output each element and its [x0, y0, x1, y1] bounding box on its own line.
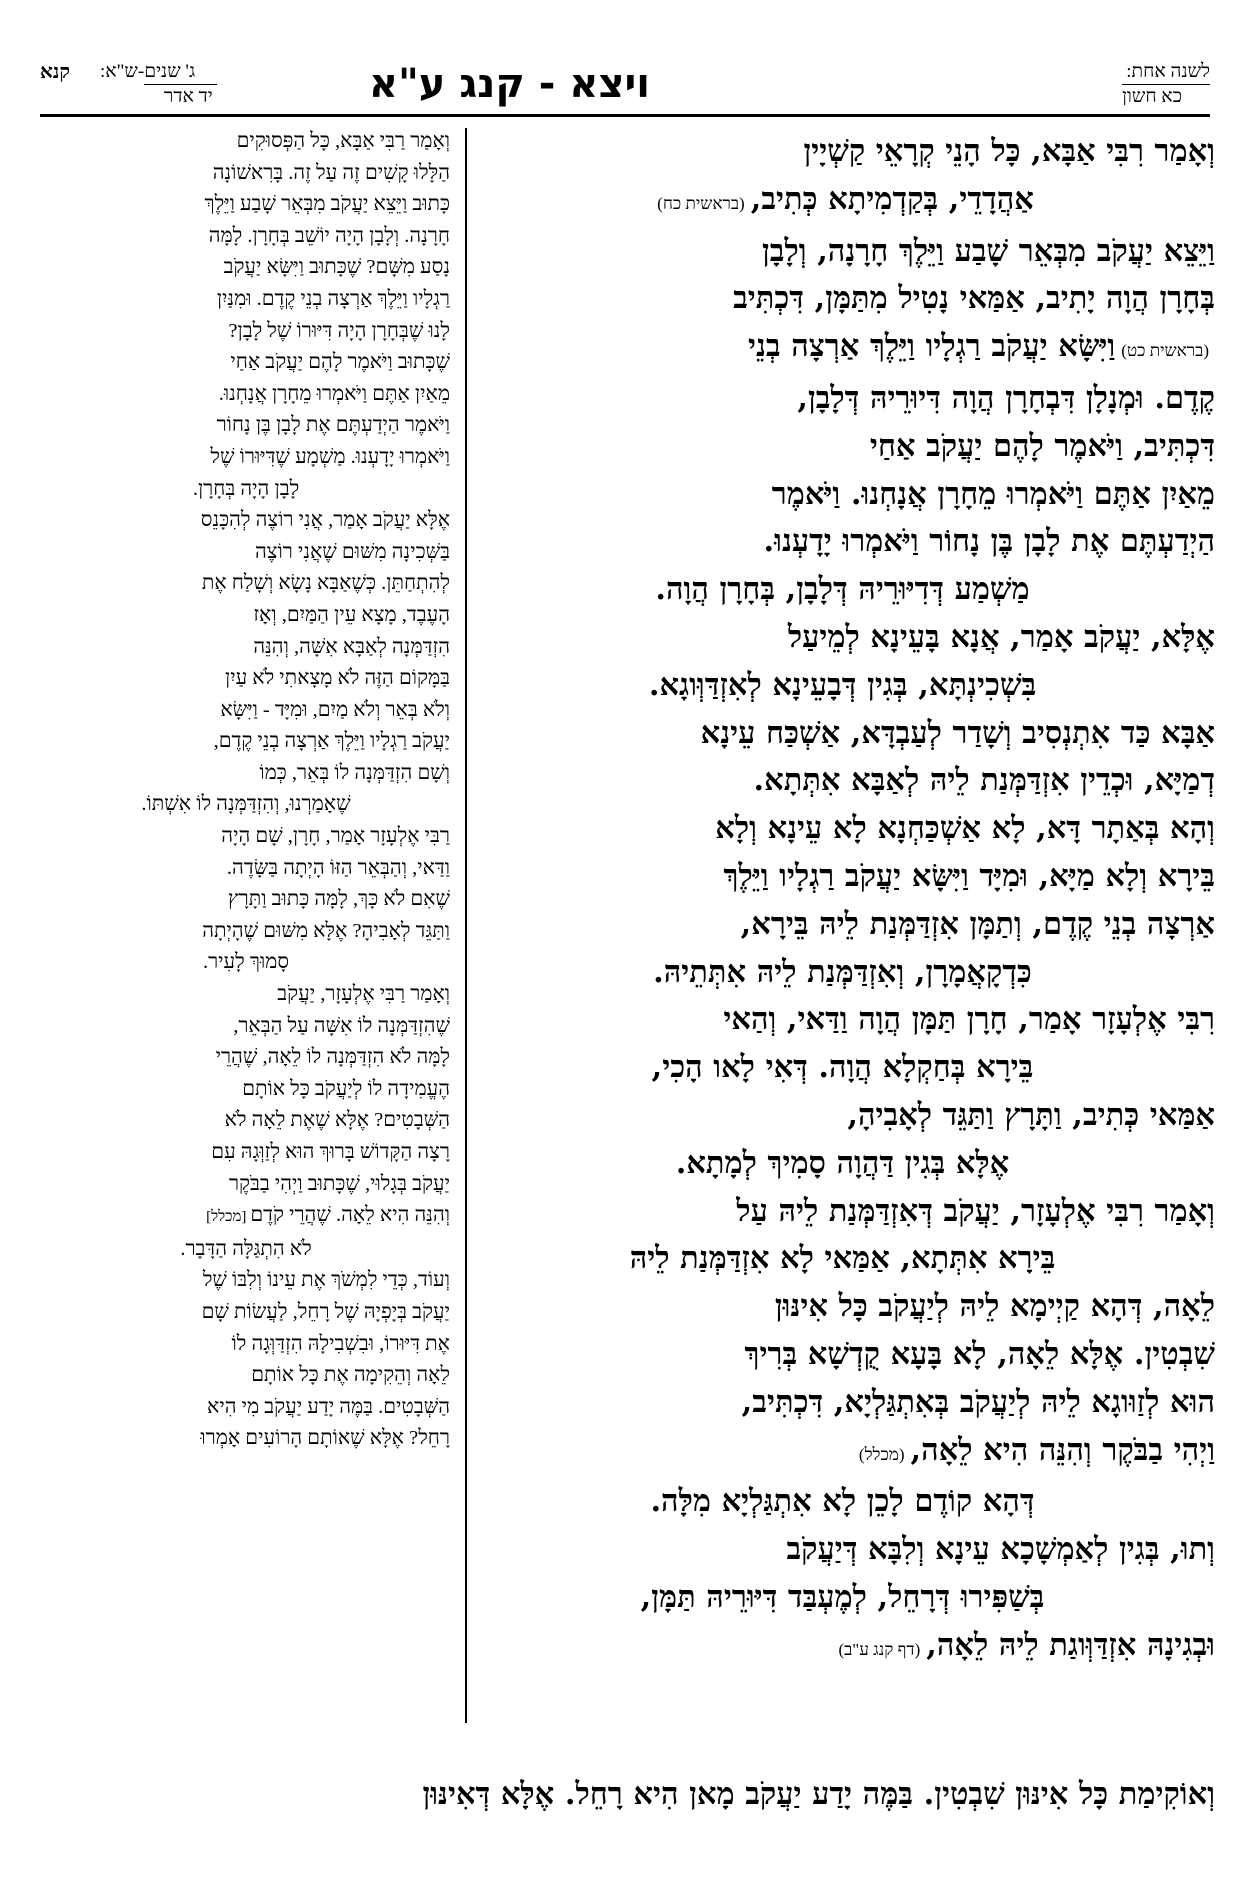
side-line: שֶׁכָּתוּב וַיֹּאמֶר לָהֶם יַעֲקֹב אַחַי — [230, 351, 450, 374]
side-line: הִזְדַּמְּנָה לְאַבָּא אִשָּׁה, וְהִנֵּה — [253, 635, 450, 658]
main-line: (בראשית כט)וַיִּשָּׂא יַעֲקֹב רַגְלָיו וַיֵּלֶךְ אַרְצָה בְנֵי — [470, 323, 1215, 375]
main-column — [470, 128, 1215, 1688]
translation-column — [42, 126, 450, 1716]
side-line: רָחֵל? אֶלָּא שֶׁאוֹתָם הָרוֹעִים אָמְרוּ — [200, 1427, 450, 1450]
main-line: וַיְהִי בַבֹּקֶר וְהִנֵּה הִיא לֵאָה,(מכלל) — [470, 1427, 1215, 1479]
main-line: וּבְגִינָהּ אִזְדַּוְּוגַת לֵיהּ לֵאָה,(דף קנג ע"ב) — [470, 1622, 1215, 1674]
side-line: מֵאַיִן אַתֶּם וַיֹּאמְרוּ מֵחָרָן אֲנָחְנוּ. — [218, 382, 450, 405]
side-line: וְשָׁם הִזְדַּמְּנָה לוֹ בְּאֵר, כְּמוֹ — [259, 761, 450, 784]
side-line: יַעֲקֹב בְּגָלוּי, שֶׁכָּתוּב וַיְהִי בַבֹּקֶר — [228, 1172, 450, 1195]
main-line: קֶדֶם. וּמְנָלָן דִּבְחָרָן הֲוָה דִּיוּרֵיהּ דְּלָבָן, — [797, 379, 1215, 416]
side-line: וַתַּגֵּד לְאָבִיהָ? אֶלָּא מִשּׁוּם שֶׁהָיְתָה — [202, 919, 450, 942]
main-line: דְמַיָּא, וּכְדֵין אִזְדַּמְּנַת לֵיהּ לְאַבָּא אִתְּתָא. — [753, 762, 1215, 799]
main-line: אַהֲדָדֵי, בְּקַדְמִיתָא כְּתִיב,(בראשית כח) — [470, 176, 1215, 228]
side-line: אֶת דִּיּוּרוֹ, וּבִשְׁבִילָהּ הִזְדַּוְּגָה לוֹ — [231, 1332, 450, 1355]
main-line: רִבִּי אֶלְעָזָר אָמַר, חָרָן תַּמָּן הֲוָה וַדַּאי, וְהַאי — [723, 1001, 1215, 1038]
column-divider — [465, 128, 467, 1723]
side-line: בַּשְּׁכִינָה מִשּׁוּם שֶׁאֲנִי רוֹצֶה — [254, 540, 450, 563]
source-ref: (בראשית כט) — [1121, 341, 1209, 361]
side-line: לָנוּ שֶׁבְּחָרָן הָיָה דִּיּוּרוֹ שֶׁל לָבָן? — [228, 319, 450, 342]
side-line: בַּמָּקוֹם הַזֶּה לֹא מָצָאתִי לֹא עַיִן — [224, 667, 450, 690]
main-line: דִּכְתִּיב, וַיֹּאמֶר לָהֶם יַעֲקֹב אַחַי — [869, 427, 1215, 464]
side-ref: [מכלל] — [206, 1209, 247, 1226]
side-line: יַעֲקֹב רַגְלָיו וַיֵּלֶךְ אַרְצָה בְנֵי קֶדֶם, — [213, 730, 450, 753]
side-line: לְהִתְחַתֵּן. כְּשֶׁאַבָּא נָשָׂא וְשָׁלַח אֶת — [201, 572, 450, 595]
page-header — [40, 60, 1210, 110]
side-line: שֶׁאָמַרְנוּ, וְהִזְדַּמְּנָה לוֹ אִשְׁתּוֹ. — [141, 793, 351, 816]
side-line: שֶׁהִזְדַּמְּנָה לוֹ אִשָּׁה עַל הַבְּאֵר, — [233, 1014, 450, 1037]
cycle-date: יד אדר — [144, 84, 217, 109]
side-line: רָצָה הַקָּדוֹשׁ בָּרוּךְ הוּא לְזַוְּגָהּ עִם — [211, 1141, 450, 1163]
main-line: בֵּירָא וְלָא מַיָּא, וּמִיָּד וַיִּשָּׂא יַעֲקֹב רַגְלָיו וַיֵּלֶךְ — [723, 857, 1215, 894]
side-line: לֵאָה וְהֵקִימָה אֶת כָּל אוֹתָם — [251, 1364, 450, 1387]
main-line: בֵּירָא אִתְּתָא, אַמַּאי לָא אִזְדַּמְּנַת לֵיהּ — [629, 1240, 1056, 1277]
side-line: רַגְלָיו וַיֵּלֶךְ אַרְצָה בְנֵי קֶדֶם. וּמִנַּיִן — [216, 287, 450, 310]
side-line: אֶלָּא יַעֲקֹב אָמַר, אֲנִי רוֹצֶה לְהִכָּנֵס — [200, 509, 450, 532]
main-line: אַרְצָה בְנֵי קֶדֶם, וְתַמָּן אִזְדַּמְּנַת לֵיהּ בֵּירָא, — [740, 905, 1215, 942]
side-line: וְאָמַר רַבִּי אֶלְעָזָר, יַעֲקֹב — [277, 983, 450, 1006]
side-line: לֹא הִתְגַּלָּה הַדָּבָר. — [180, 1237, 312, 1260]
page-number: קנא — [40, 61, 71, 83]
year-label: לשנה אחת: — [1126, 61, 1210, 82]
cycle-label: ג' שנים-ש"א: — [100, 61, 196, 82]
side-line: וְאָמַר רַבִּי אַבָּא, כָּל הַפְּסוּקִים — [236, 130, 450, 152]
side-line: וַיֹּאמֶר הַיְדַעְתֶּם אֶת לָבָן בֶּן נָחוֹר — [216, 414, 450, 437]
side-line: כָּתוּב וַיֵּצֵא יַעֲקֹב מִבְּאֵר שָׁבַע וַיֵּלֶךְ — [204, 193, 450, 216]
side-line: לָמָּה לֹא הִזְדַּמְּנָה לוֹ לֵאָה, שֶׁהֲרֵי — [215, 1046, 450, 1069]
main-line: כִּדְקָאֲמָרָן, וְאִזְדַּמְּנַת לֵיהּ אִתְּתֵיהּ. — [653, 953, 1032, 990]
main-line: וְאָמַר רִבִּי אֶלְעָזָר, יַעֲקֹב דְּאִזְדַּמְּנַת לֵיהּ עַל — [736, 1192, 1215, 1229]
main-line: אַבָּא כַּד אִתְנְסִיב וְשָׁדַר לְעַבְדָּא, אַשְׁכַּח עֵינָא — [700, 714, 1215, 751]
side-line: נָסַע מִשָּׁם? שֶׁכָּתוּב וַיִּשָּׂא יַעֲקֹב — [223, 256, 450, 279]
side-line: יַעֲקֹב בְּיָפְיָהּ שֶׁל רָחֵל, לַעֲשׂוֹת שָׁם — [201, 1300, 450, 1323]
main-line: בֵּירָא בְּחַקְלָא הֲוָה. דְּאִי לָאו הָכִי, — [651, 1049, 1034, 1086]
side-line: הֶעֱמִידָה לוֹ לְיַעֲקֹב כָּל אוֹתָם — [242, 1077, 450, 1100]
main-line: אֶלָּא בְּגִין דַּהֲוָה סָמִיךְ לְמָתָא. — [675, 1144, 1010, 1181]
page-title: ויצא - קנג ע"א — [368, 61, 650, 107]
side-line: הַשְּׁבָטִים? אֶלָּא שֶׁאֶת לֵאָה לֹא — [224, 1109, 450, 1132]
main-line: מַשְׁמַע דְּדִיּוּרֵיהּ דְּלָבָן, בְּחָרָן הֲוָה. — [655, 571, 1030, 608]
side-line: הַשְּׁבָטִים. בַּמֶּה יָדַע יַעֲקֹב מִי הִיא — [207, 1395, 450, 1418]
side-line: וַדַּאי, וְהַבְּאֵר הַזּוֹ הָיְתָה בַּשָּׂדֶה. — [226, 856, 450, 879]
one-year-schedule — [1070, 60, 1210, 109]
side-line: רַבִּי אֶלְעָזָר אָמַר, חָרָן, שָׁם הָיָה — [221, 825, 450, 848]
source-ref: (מכלל) — [858, 1444, 905, 1464]
date-label: כא חשון — [1122, 84, 1210, 109]
main-line: וְתוּ, בְּגִין לְאַמְשָׁכָא עֵינָא וְלִבָּא דְּיַעֲקֹב — [786, 1531, 1215, 1568]
bottom-line: וְאוֹקִימַת כָּל אִינּוּן שִׁבְטִין. בַּמֶּה יָדַע יַעֲקֹב מָאן הִיא רָחֵל. אֶלָּא דְּאִינּוּן — [422, 1776, 1215, 1812]
main-line: וְהָא בְּאַתָר דָּא, לָא אַשְׁכַּחְנָא לָא עֵינָא וְלָא — [715, 810, 1215, 847]
main-line: בִּשְׁכִינְתָּא, בְּגִין דְּבָעֵינָא לְאִזְדַּוְּוגָא. — [648, 666, 1037, 703]
header-rule — [40, 114, 1210, 117]
side-line: וְלֹא בְּאֵר וְלֹא מַיִם, וּמִיָּד - וַיִּשָּׂא — [220, 698, 450, 721]
main-line: הוּא לְזַוּוגָא לֵיהּ לְיַעֲקֹב בְּאִתְגַּלְיָא, דִּכְתִּיב, — [741, 1383, 1215, 1420]
side-line: לָבָן הָיָה בְּחָרָן. — [192, 477, 300, 500]
main-line: שִׁבְטִין. אֶלָּא לֵאָה, לָא בָּעָא קֻדְשָׁא בְּרִיךְ — [744, 1335, 1215, 1372]
side-line: חָרָנָה. וְלָבָן הָיָה יוֹשֵׁב בְּחָרָן. לָמָּה — [208, 224, 450, 247]
source-ref: (בראשית כח) — [657, 193, 745, 213]
main-line: מֵאַיִן אַתֶּם וַיֹּאמְרוּ מֵחָרָן אֲנָחְנוּ. וַיֹּאמֶר — [771, 475, 1215, 512]
main-line: לֵאָה, דְּהָא קַיְימָא לֵיהּ לְיַעֲקֹב כָּל אִינּוּן — [774, 1288, 1215, 1325]
side-line: וַיֹּאמְרוּ יָדָעְנוּ. מַשְׁמָע שֶׁדִּיּוּרוֹ שֶׁל — [210, 445, 450, 468]
side-line: וְעוֹד, כְּדֵי לִמְשֹׁךְ אֶת עֵינוֹ וְלִבּוֹ שֶׁל — [202, 1269, 450, 1292]
side-line: הָעֶבֶד, מָצָא עֵין הַמַּיִם, וְאָז — [253, 603, 450, 626]
daf-ref: (דף קנג ע"ב) — [838, 1639, 921, 1659]
side-line: שֶׁאִם לֹא כָּךְ, לָמָּה כָּתוּב וַתָּרָץ — [227, 888, 450, 911]
main-line: דְּהָא קוֹדֶם לָכֵן לָא אִתְגַּלְיָא מִלָּה. — [650, 1483, 1035, 1520]
main-line: וְאָמַר רִבִּי אַבָּא, כָּל הָנֵי קְרָאֵי קַשְׁיָין — [803, 133, 1215, 169]
side-line: סָמוּךְ לָעִיר. — [202, 951, 289, 974]
main-line: הַיְדַעְתֶּם אֶת לָבָן בֶּן נָחוֹר וַיֹּאמְרוּ יָדָעְנוּ. — [763, 523, 1215, 560]
side-line: הַלָּלוּ קָשִׁים זֶה עַל זֶה. בָּרִאשׁוֹנָה — [212, 161, 450, 184]
main-line: וַיֵּצֵא יַעֲקֹב מִבְּאֵר שָׁבַע וַיֵּלֶךְ חָרָנָה, וְלָבָן — [762, 232, 1215, 269]
main-line: בְּשַׁפִּירוּ דְּרָחֵל, לְמֶעְבַּד דִּיּוּרֵיהּ תַּמָּן, — [640, 1578, 1045, 1615]
main-line: אַמַּאי כְּתִיב, וַתָּרָץ וַתַּגֵּד לְאָבִיהָ, — [847, 1096, 1215, 1133]
side-line: וְהִנֵּה הִיא לֵאָה. שֶׁהֲרֵי קֹדֶם[מכלל] — [42, 1200, 450, 1234]
main-line: בְּחָרָן הֲוָה יָתִיב, אַמַּאי נָטִיל מִתַּמָּן, דִּכְתִּיב — [733, 280, 1215, 317]
main-line: אֶלָּא, יַעֲקֹב אָמַר, אֲנָא בָּעֵינָא לְמֵיעַל — [787, 618, 1215, 655]
